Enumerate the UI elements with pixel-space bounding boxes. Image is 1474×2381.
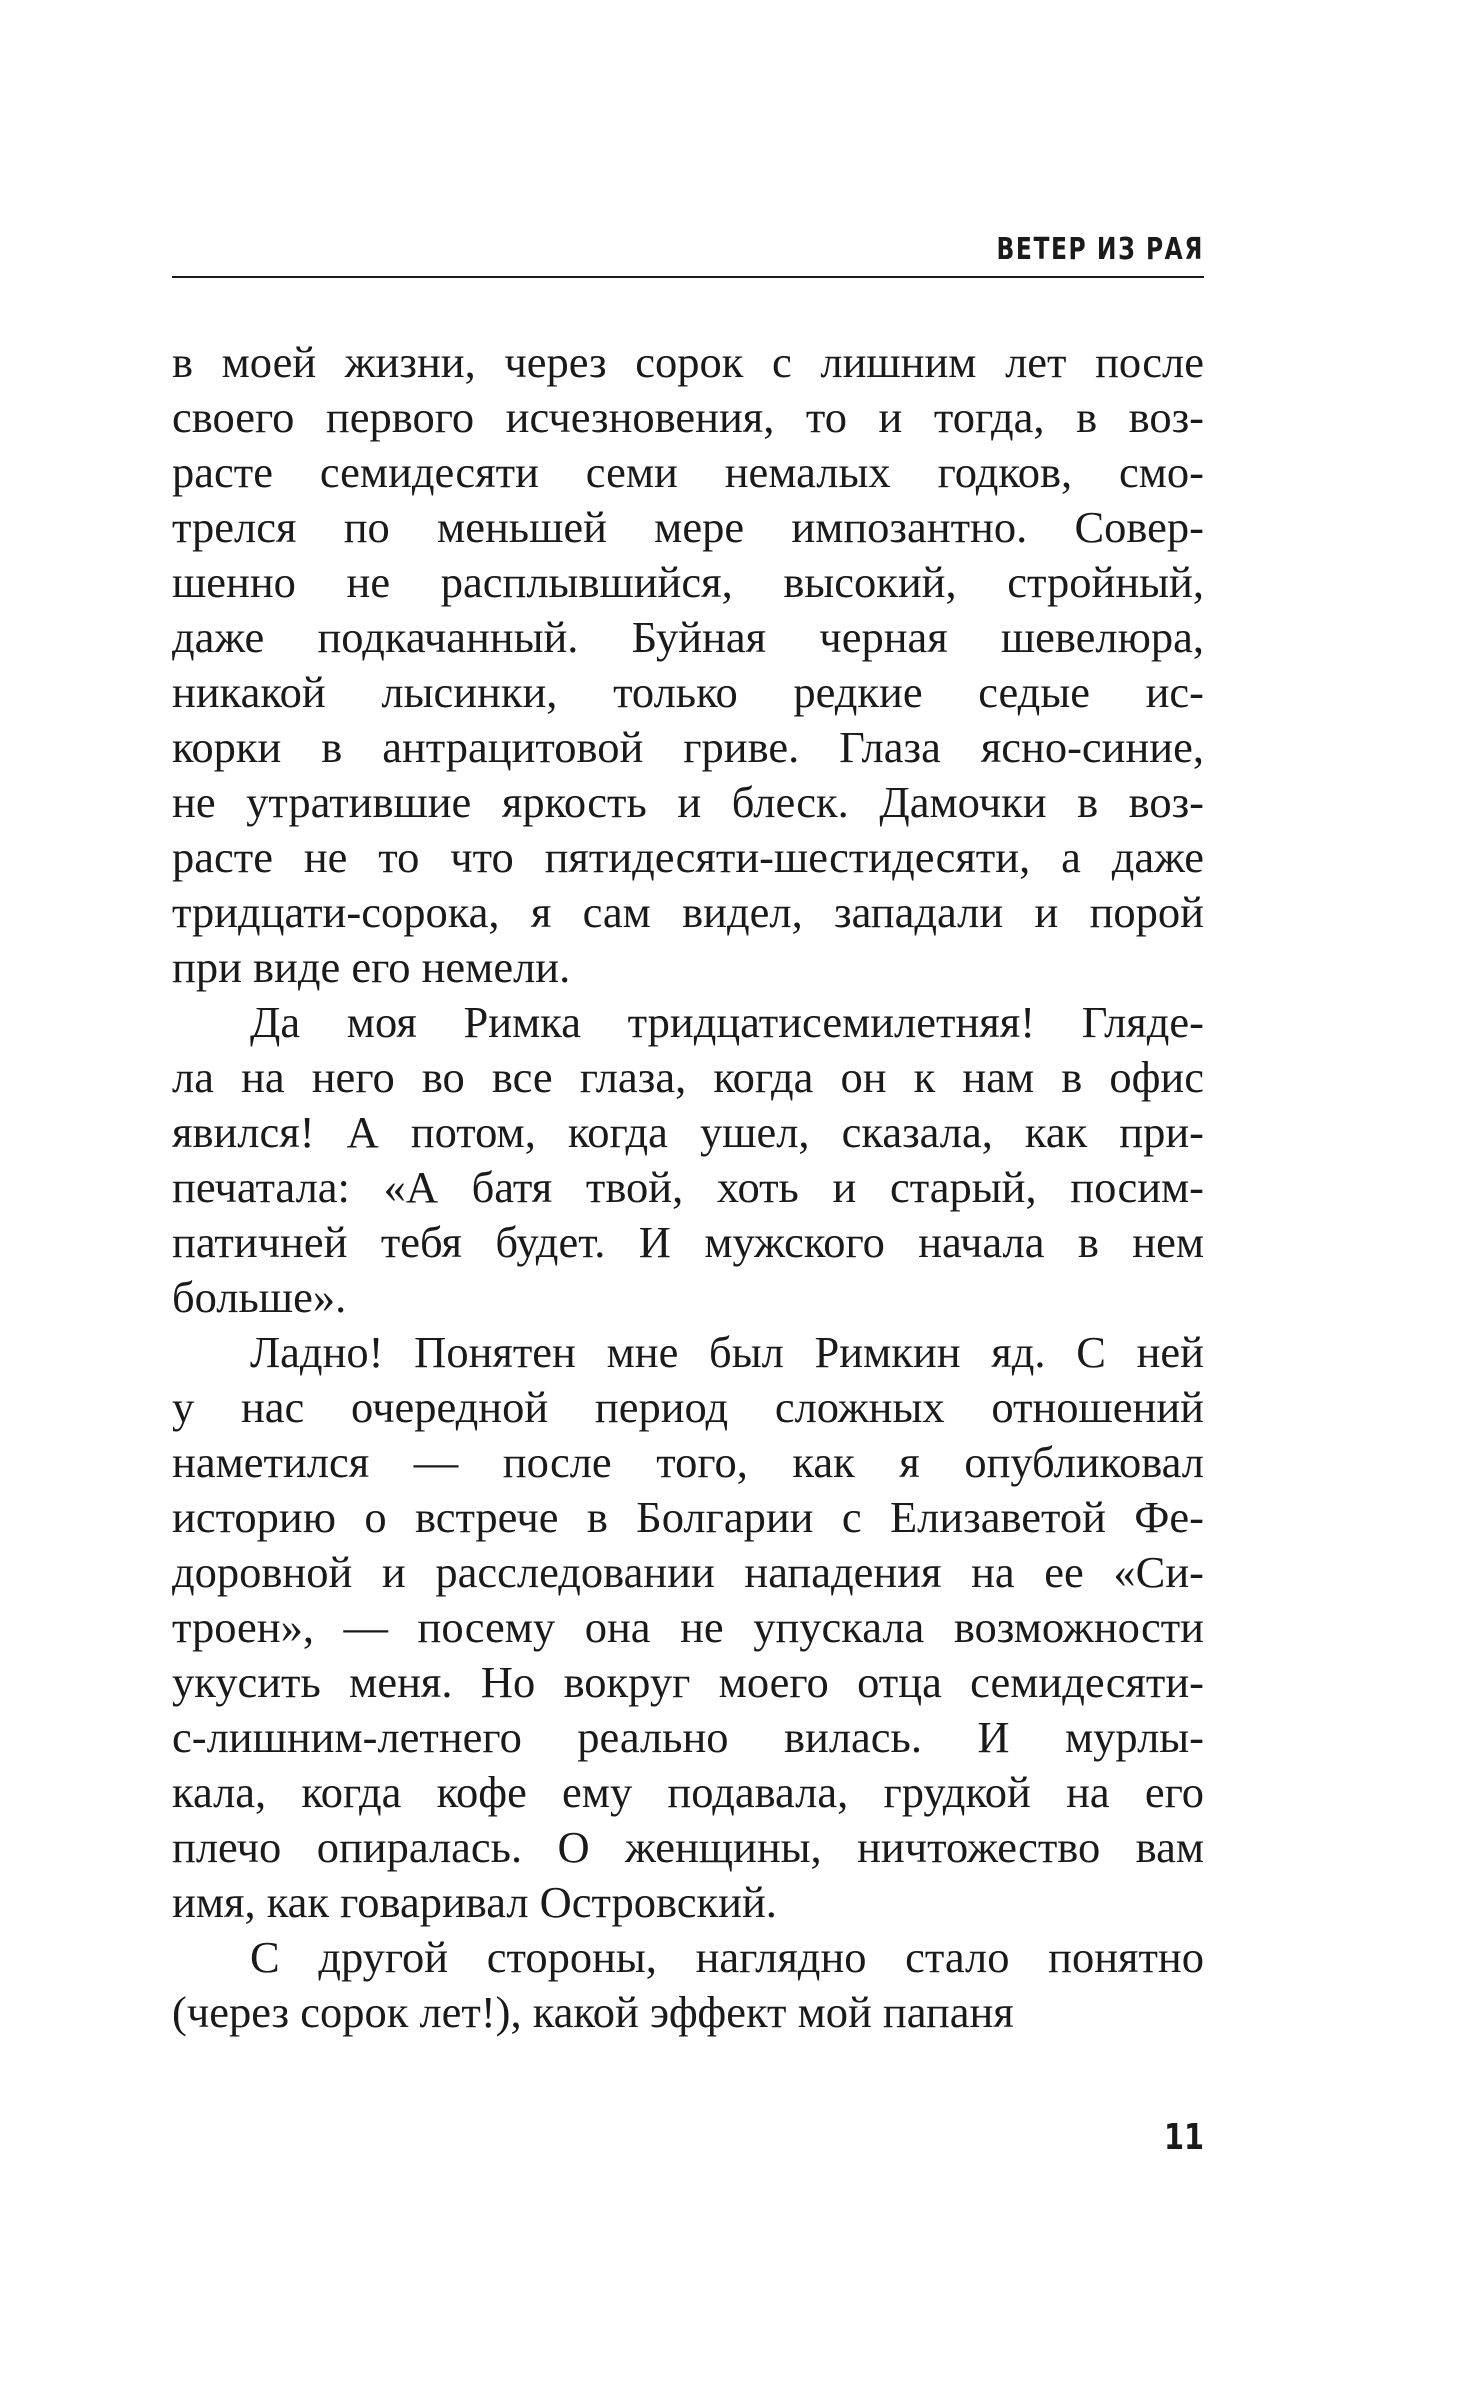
text-line: больше». — [172, 1272, 347, 1322]
text-line: своего первого исчезновения, то и тогда, в воз- — [172, 392, 1204, 442]
text-line: Ладно! Понятен мне был Римкин яд. С ней — [250, 1327, 1204, 1377]
text-line: трелся по меньшей мере импозантно. Совер- — [172, 502, 1204, 552]
text-line: доровной и расследовании нападения на ее «Си- — [172, 1547, 1204, 1597]
paragraph — [172, 1325, 1204, 1930]
page-number: 11 — [1163, 2117, 1204, 2158]
text-line: кала, когда кофе ему подавала, грудкой на его — [172, 1767, 1204, 1817]
text-line: имя, как говаривал Островский. — [172, 1877, 777, 1927]
text-line: расте семидесяти семи немалых годков, смо- — [172, 447, 1204, 497]
text-line: ла на него во все глаза, когда он к нам в офис — [172, 1052, 1204, 1102]
text-line: Да моя Римка тридцатисемилетняя! Гляде- — [250, 997, 1204, 1047]
text-line: в моей жизни, через сорок с лишним лет после — [172, 337, 1204, 387]
text-line: наметился — после того, как я опубликовал — [172, 1437, 1204, 1487]
text-line: расте не то что пятидесяти-шестидесяти, а даже — [172, 832, 1204, 882]
text-line: с-лишним-летнего реально вилась. И мурлы- — [172, 1712, 1204, 1762]
paragraph — [172, 995, 1204, 1325]
text-line: плечо опиралась. О женщины, ничтожество вам — [172, 1822, 1204, 1872]
paragraph — [172, 1930, 1204, 2040]
text-line: С другой стороны, наглядно стало понятно — [250, 1932, 1204, 1982]
text-line: укусить меня. Но вокруг моего отца семидесяти- — [172, 1657, 1204, 1707]
text-line: корки в антрацитовой гриве. Глаза ясно-синие, — [172, 722, 1204, 772]
text-line: троен», — посему она не упускала возможности — [172, 1602, 1204, 1652]
text-line: у нас очередной период сложных отношений — [172, 1382, 1204, 1432]
text-line: (через сорок лет!), какой эффект мой папаня — [172, 1987, 1014, 2037]
text-line: тридцати-сорока, я сам видел, западали и порой — [172, 887, 1204, 937]
text-line: никакой лысинки, только редкие седые ис- — [172, 667, 1204, 717]
text-line: печатала: «А батя твой, хоть и старый, посим- — [172, 1162, 1204, 1212]
text-line: шенно не расплывшийся, высокий, стройный, — [172, 557, 1204, 607]
text-line: при виде его немели. — [172, 942, 571, 992]
paragraph — [172, 335, 1204, 995]
text-line: явился! А потом, когда ушел, сказала, как при- — [172, 1107, 1204, 1157]
text-line: не утратившие яркость и блеск. Дамочки в воз- — [172, 777, 1204, 827]
header-rule — [172, 276, 1204, 278]
text-line: даже подкачанный. Буйная черная шевелюра, — [172, 612, 1204, 662]
text-line: патичней тебя будет. И мужского начала в нем — [172, 1217, 1204, 1267]
running-head: ВЕТЕР ИЗ РАЯ — [996, 232, 1204, 267]
body-text — [172, 335, 1204, 2040]
text-line: историю о встрече в Болгарии с Елизаветой Фе- — [172, 1492, 1204, 1542]
